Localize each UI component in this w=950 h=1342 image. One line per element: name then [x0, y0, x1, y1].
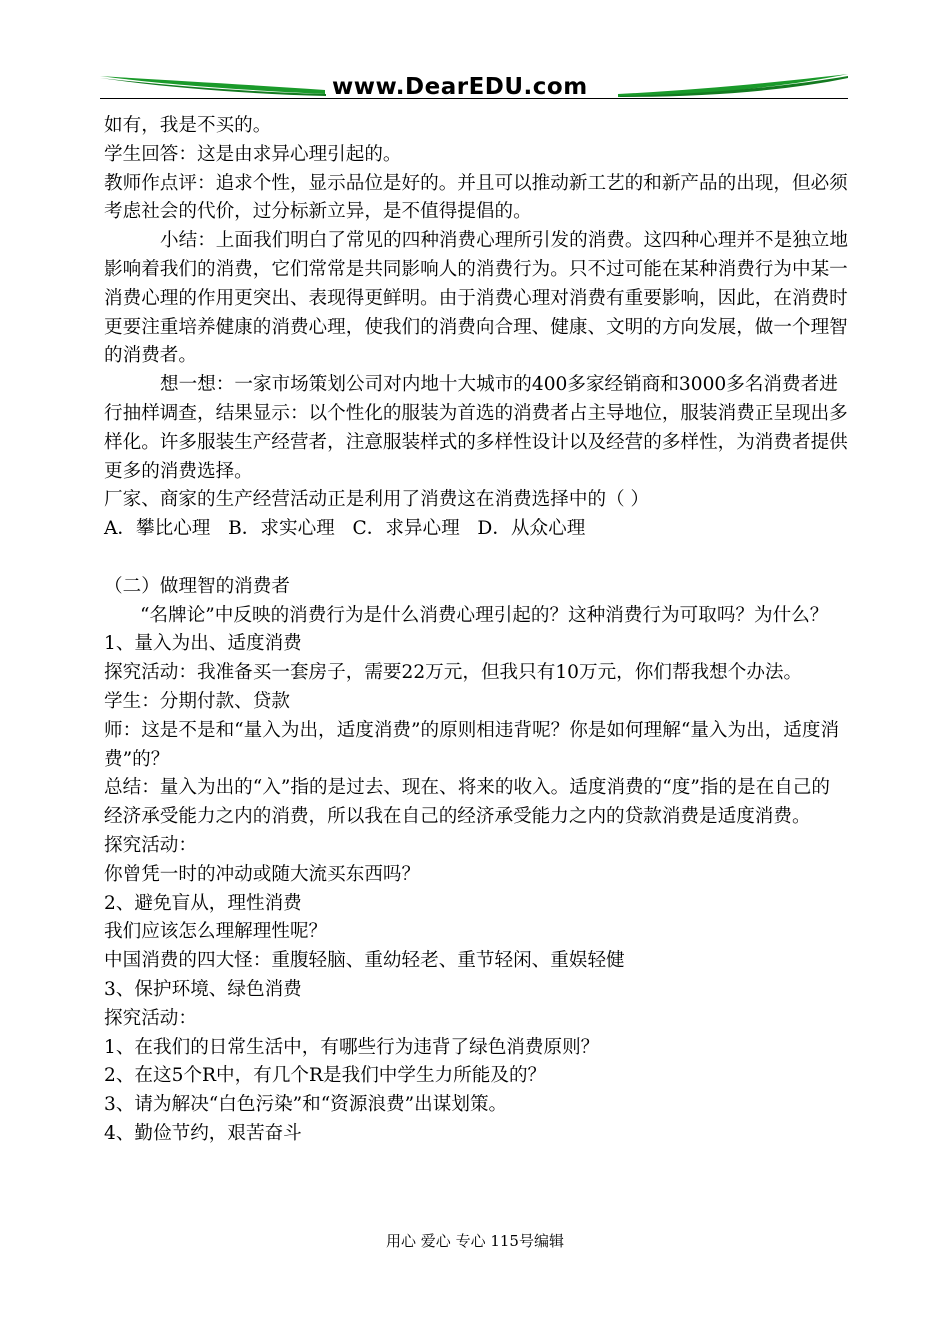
point-heading-2: 2、避免盲从，理性消费: [104, 892, 302, 914]
site-logo[interactable]: www.DearEDU.com: [332, 74, 588, 100]
teacher-comment: 教师作点评：追求个性，显示品位是好的。并且可以推动新工艺的和新产品的出现，但必须考虑社会的代价，过分标新立异，是不值得提倡的。: [104, 172, 848, 223]
activity-label: 探究活动：: [104, 834, 197, 856]
student-line: 学生：分期付款、贷款: [104, 690, 290, 712]
answer-options: A．攀比心理 B．求实心理 C．求异心理 D．从众心理: [104, 518, 586, 540]
think-paragraph: 想一想：一家市场策划公司对内地十大城市的400多家经销商和3000多名消费者进行抽样调查，结果显示：以个性化的服装为首选的消费者占主导地位，服装消费正呈现出多样化。许多服装生产经营者，注意服装样式的多样性设计以及经营的多样性，为消费者提供更多的消费选择。: [104, 374, 848, 482]
point-heading-3: 3、保护环境、绿色消费: [104, 978, 302, 1000]
page-footer: 用心 爱心 专心 115号编辑: [386, 1232, 564, 1250]
text-line: 中国消费的四大怪：重腹轻脑、重幼轻老、重节轻闲、重娱轻健: [104, 950, 625, 972]
document-body: [104, 112, 848, 1149]
list-item: 3、请为解决“白色污染”和“资源浪费”出谋划策。: [104, 1094, 508, 1116]
section-heading: （二）做理智的消费者: [104, 575, 290, 597]
conclusion-paragraph: 总结：量入为出的“入”指的是过去、现在、将来的收入。适度消费的“度”指的是在自己的经济承受能力之内的消费，所以我在自己的经济承受能力之内的贷款消费是适度消费。: [104, 777, 830, 828]
question-line: 我们应该怎么理解理性呢？: [104, 921, 328, 943]
text-line: 如有，我是不买的。: [104, 115, 272, 136]
question-paragraph: “名牌论”中反映的消费行为是什么消费心理引起的？这种消费行为可取吗？为什么？: [140, 604, 829, 626]
list-item: 2、在这5个R中，有几个R是我们中学生力所能及的？: [104, 1065, 547, 1087]
teacher-line: 师：这是不是和“量入为出，适度消费”的原则相违背呢？你是如何理解“量入为出，适度消费”的？: [104, 719, 840, 770]
student-answer: 学生回答：这是由求异心理引起的。: [104, 143, 402, 165]
list-item: 4、勤俭节约，艰苦奋斗: [104, 1122, 302, 1144]
question-line: 你曾凭一时的冲动或随大流买东西吗？: [104, 863, 421, 885]
activity-paragraph: 探究活动：我准备买一套房子，需要22万元，但我只有10万元，你们帮我想个办法。: [104, 662, 803, 684]
activity-label: 探究活动：: [104, 1007, 197, 1029]
list-item: 1、在我们的日常生活中，有哪些行为违背了绿色消费原则？: [104, 1036, 600, 1058]
point-heading-1: 1、量入为出、适度消费: [104, 633, 302, 655]
question-line: 厂家、商家的生产经营活动正是利用了消费这在消费选择中的（ ）: [104, 489, 650, 511]
summary-paragraph: 小结：上面我们明白了常见的四种消费心理所引发的消费。这四种心理并不是独立地影响着我们的消费，它们常常是共同影响人的消费行为。只不过可能在某种消费行为中某一消费心理的作用更突出、表现得更鲜明。由于消费心理对消费有重要影响，因此，在消费时更要注重培养健康的消费心理，使我们的消费向合理、健康、文明的方向发展，做一个理智的消费者。: [104, 230, 848, 367]
spacer: [104, 544, 848, 573]
header-rule: [100, 98, 848, 99]
